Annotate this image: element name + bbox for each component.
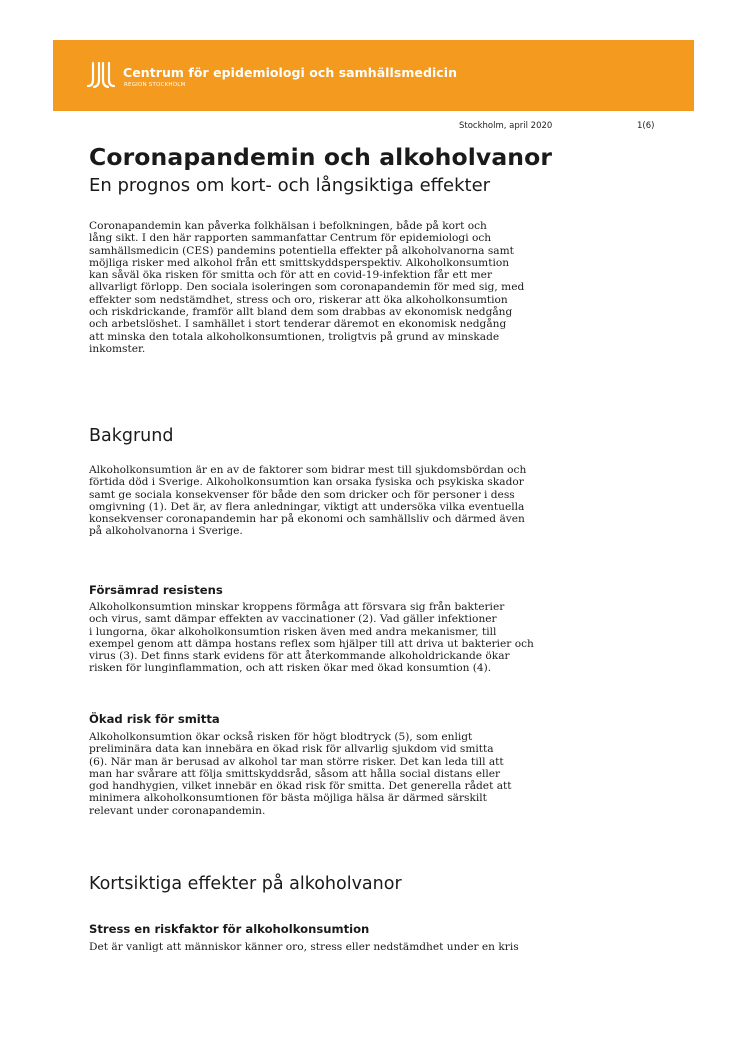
smitta-paragraph xyxy=(89,731,569,817)
text-line: möjliga risker med alkohol från ett smittskyddsperspektiv. Alkoholkonsumtion xyxy=(89,256,510,269)
heading-okad-risk: Ökad risk för smitta xyxy=(89,712,220,726)
text-line: (6). När man är berusad av alkohol tar man större risker. Det kan leda till att xyxy=(89,755,504,768)
text-line: förtida död i Sverige. Alkoholkonsumtion kan orsaka fysiska och psykiska skador xyxy=(89,476,524,489)
text-line: preliminära data kan innebära en ökad risk för allvarlig sjukdom vid smitta xyxy=(89,743,494,756)
heading-forsamrad-resistens: Försämrad resistens xyxy=(89,583,223,597)
text-line: omgivning (1). Det är, av flera anledningar, viktigt att undersöka vilka eventuella xyxy=(89,500,525,513)
text-line: god handhygien, vilket innebär en ökad risk för smitta. Det generella rådet att xyxy=(89,780,512,793)
text-line: på alkoholvanorna i Sverige. xyxy=(89,525,243,538)
text-line: relevant under coronapandemin. xyxy=(89,804,266,817)
text-line: att minska den totala alkoholkonsumtionen, troligtvis på grund av minskade xyxy=(89,330,500,343)
cesam-logo-icon xyxy=(87,61,115,89)
brand-title: Centrum för epidemiologi och samhällsmedicin xyxy=(123,65,458,80)
header-banner xyxy=(53,40,694,111)
brand-subtitle: REGION STOCKHOLM xyxy=(124,82,186,88)
document-subtitle: En prognos om kort- och långsiktiga effekter xyxy=(89,175,491,196)
text-line: kan såväl öka risken för smitta och för att en covid-19-infektion får ett mer xyxy=(89,269,493,282)
text-line: virus (3). Det finns stark evidens för att återkommande alkoholdrickande ökar xyxy=(89,650,510,663)
text-line: samt ge sociala konsekvenser för både den som dricker och för personer i dess xyxy=(89,488,515,501)
text-line: inkomster. xyxy=(89,342,146,355)
heading-bakgrund: Bakgrund xyxy=(89,426,174,446)
text-line: och virus, samt dämpar effekten av vaccinationer (2). Vad gäller infektioner xyxy=(89,613,497,626)
text-line: konsekvenser coronapandemin har på ekonomi och samhällsliv och därmed även xyxy=(89,513,525,526)
text-line: exempel genom att dämpa hostans reflex som hjälper till att driva ut bakterier och xyxy=(89,637,534,650)
heading-kortsiktiga-effekter: Kortsiktiga effekter på alkoholvanor xyxy=(89,874,402,894)
text-line: effekter som nedstämdhet, stress och oro, riskerar att öka alkoholkonsumtion xyxy=(89,293,508,306)
text-line: Coronapandemin kan påverka folkhälsan i befolkningen, både på kort och xyxy=(89,220,487,232)
text-line: Alkoholkonsumtion är en av de faktorer som bidrar mest till sjukdomsbördan och xyxy=(89,464,527,476)
intro-paragraph xyxy=(89,220,569,355)
resistens-paragraph xyxy=(89,601,569,675)
place-date: Stockholm, april 2020 xyxy=(459,121,553,131)
text-line: i lungorna, ökar alkoholkonsumtion risken även med andra mekanismer, till xyxy=(89,625,497,638)
bakgrund-paragraph xyxy=(89,464,569,538)
heading-stress-riskfaktor: Stress en riskfaktor för alkoholkonsumtion xyxy=(89,922,370,936)
text-line: samhällsmedicin (CES) pandemins potentiella effekter på alkoholvanorna samt xyxy=(89,244,514,257)
text-line: Det är vanligt att människor känner oro, stress eller nedstämdhet under en kris xyxy=(89,941,519,953)
text-line: minimera alkoholkonsumtionen för bästa möjliga hälsa är därmed särskilt xyxy=(89,792,487,805)
document-title: Coronapandemin och alkoholvanor xyxy=(89,143,553,171)
text-line: och arbetslöshet. I samhället i stort tenderar däremot en ekonomisk nedgång xyxy=(89,318,507,331)
text-line: och riskdrickande, framför allt bland dem som drabbas av ekonomisk nedgång xyxy=(89,306,513,319)
text-line: allvarligt förlopp. Den sociala isoleringen som coronapandemin för med sig, med xyxy=(89,281,525,294)
text-line: risken för lunginflammation, och att risken ökar med ökad konsumtion (4). xyxy=(89,662,492,675)
page-number: 1(6) xyxy=(637,121,655,131)
text-line: lång sikt. I den här rapporten sammanfattar Centrum för epidemiologi och xyxy=(89,232,492,245)
stress-paragraph xyxy=(89,941,569,953)
text-line: man har svårare att följa smittskyddsråd, såsom att hålla social distans eller xyxy=(89,767,501,780)
text-line: Alkoholkonsumtion ökar också risken för högt blodtryck (5), som enligt xyxy=(89,731,473,743)
text-line: Alkoholkonsumtion minskar kroppens förmåga att försvara sig från bakterier xyxy=(89,601,505,613)
